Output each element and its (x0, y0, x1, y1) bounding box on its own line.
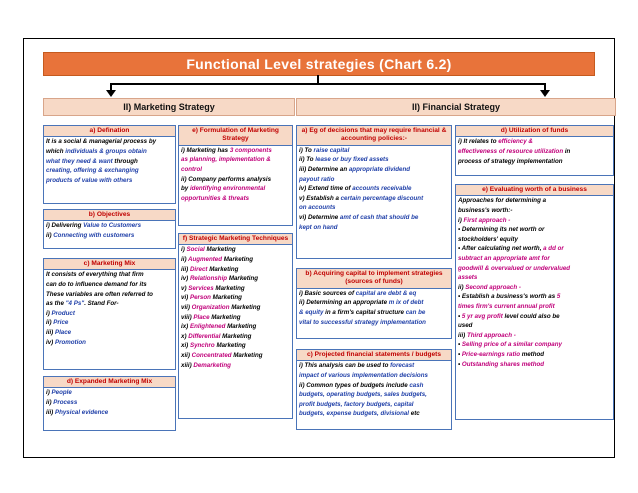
text-line (44, 231, 175, 241)
text-run: raise capital (313, 146, 350, 154)
text-run: which (46, 148, 66, 155)
text-run: control (181, 166, 202, 173)
acquiring-capital-heading: b) Acquiring capital to implement strategies (sources of funds) (297, 269, 451, 289)
text-run: iv) Extend time of (299, 185, 353, 193)
text-line (456, 331, 613, 341)
text-run: • (458, 341, 462, 349)
text-run: 5 (556, 293, 561, 301)
text-line (179, 351, 292, 361)
text-line (297, 175, 451, 185)
text-run: Product (51, 309, 75, 317)
text-run: as planning, implementation & (181, 156, 271, 164)
text-line (297, 289, 451, 299)
text-run: can do to influence demand for its (46, 281, 147, 288)
text-line (179, 341, 292, 351)
text-run: v) (181, 284, 189, 292)
text-line (179, 175, 292, 185)
text-line (297, 146, 451, 156)
text-line (297, 381, 451, 391)
text-line (179, 332, 292, 342)
expanded-mix-heading: d) Expanded Marketing Mix (44, 377, 175, 388)
text-line (179, 194, 292, 204)
text-line (297, 194, 451, 204)
text-run: a dd or (543, 245, 564, 253)
text-run: • After calculating net worth, (458, 245, 544, 253)
text-run: Person (189, 294, 211, 302)
text-run: Value to Customers (83, 222, 142, 230)
text-run: efficiency & (498, 138, 533, 146)
text-run: vital to successful strategy implementation (299, 318, 426, 326)
text-run: iv) (46, 338, 55, 346)
text-line (44, 290, 175, 300)
text-run: business's worth:- (458, 207, 513, 214)
text-line (179, 284, 292, 294)
text-run: effectiveness of resource utilization (458, 148, 564, 155)
text-run: iv) (181, 275, 190, 283)
text-run: • Establish a business's worth as (458, 293, 557, 301)
text-run: Third approach - (466, 331, 516, 339)
text-run: Marketing (225, 323, 257, 331)
connector-bar (110, 83, 546, 85)
connector-stem (317, 75, 319, 83)
text-run: lease or buy fixed assets (315, 156, 389, 164)
text-run: i) (181, 246, 187, 254)
financial-decisions-heading: a) Eg of decisions that may require financial & accounting policies:- (297, 126, 451, 146)
text-run: Differential (188, 332, 221, 340)
text-run: iii) (181, 265, 190, 273)
text-run: Social (186, 246, 205, 254)
text-run: "4 Ps" (65, 300, 85, 308)
text-line (456, 196, 613, 206)
text-run: xi) (181, 342, 190, 350)
text-run: Direct (189, 265, 208, 273)
text-line (297, 400, 451, 410)
text-line (179, 165, 292, 175)
text-run: • Determining its net worth or (458, 226, 545, 234)
text-line (456, 360, 613, 370)
projected-statements-heading: c) Projected financial statements / budgets (297, 350, 451, 361)
text-run: used (458, 322, 473, 330)
text-run: Marketing (231, 351, 263, 359)
arrow-left-icon (106, 90, 116, 97)
utilization-heading: d) Utilization of funds (456, 126, 613, 137)
text-run: Demarketing (193, 361, 231, 369)
definition-heading: a) Defination (44, 126, 175, 137)
text-line (179, 146, 292, 156)
text-run: ii) To (299, 156, 316, 164)
text-run: individuals & groups obtain (65, 148, 147, 155)
text-run: m ix of debt (388, 299, 424, 307)
text-run: ii) (181, 256, 188, 263)
text-run: impact of various implementation decisions (299, 372, 428, 379)
text-line (44, 166, 175, 176)
text-line (297, 298, 451, 308)
text-run: stockholders' equity (458, 235, 518, 243)
text-run: i) To (299, 146, 314, 154)
formulation-heading: e) Formulation of Marketing Strategy (179, 126, 292, 146)
text-run: i) Marketing has (181, 146, 230, 154)
text-line (44, 388, 175, 398)
text-line (297, 223, 451, 233)
text-line (456, 283, 613, 293)
text-run: xii) (181, 351, 192, 359)
text-run: 5 yr avg profit (461, 312, 503, 320)
utilization-box (455, 125, 614, 176)
text-run: Marketing (220, 332, 252, 340)
text-run: capital are debt & eq (355, 289, 417, 297)
text-run: appropriate dividend (348, 166, 411, 173)
text-run: • (458, 360, 462, 368)
text-run: method (520, 350, 545, 358)
strategic-marketing-heading: f) Strategic Marketing Techniques (179, 234, 292, 245)
text-run: ii) Determining an appropriate (299, 299, 389, 307)
text-run: subtract an appropriate amt for (458, 254, 550, 262)
text-run: can be (405, 309, 426, 316)
text-run: i) Delivering (46, 222, 84, 230)
text-line (456, 244, 613, 254)
text-run: Enlightened (189, 323, 226, 331)
text-line (44, 137, 175, 147)
text-run: . Stand For- (84, 300, 119, 308)
strategic-marketing-box (178, 233, 293, 419)
text-run: i) (46, 309, 52, 317)
text-line (297, 318, 451, 328)
text-run: i) It relates to (458, 138, 499, 146)
text-run: It is a social & managerial process by (46, 138, 157, 146)
text-line (179, 184, 292, 194)
text-run: through (112, 157, 138, 165)
text-line (44, 338, 175, 348)
text-line (297, 165, 451, 175)
text-line (44, 318, 175, 328)
text-line (456, 350, 613, 360)
objectives-heading: b) Objectives (44, 210, 175, 221)
text-run: Marketing (229, 303, 261, 311)
text-line (44, 147, 175, 157)
arrow-right-icon (540, 90, 550, 97)
text-line (179, 322, 292, 332)
text-run: iii) (46, 408, 55, 416)
text-line (297, 371, 451, 381)
expanded-marketing-mix-box (43, 376, 176, 431)
acquiring-capital-box (296, 268, 452, 339)
text-line (456, 206, 613, 216)
text-run: Marketing (227, 275, 259, 283)
text-run: iii) Determine an (299, 166, 349, 173)
text-line (179, 361, 292, 371)
financial-strategy-header: II) Financial Strategy (296, 98, 616, 116)
text-run: level could also be (502, 312, 560, 320)
projected-statements-box (296, 349, 452, 430)
text-run: cash (409, 381, 424, 389)
text-line (297, 203, 451, 213)
objectives-box (43, 209, 176, 249)
text-line (44, 280, 175, 290)
text-run: vi) (181, 294, 190, 302)
text-run: assets (458, 274, 478, 282)
text-run: People (51, 389, 72, 397)
text-run: in a firm's capital structure (323, 309, 406, 316)
text-line (44, 221, 175, 231)
text-line (44, 176, 175, 186)
text-run: Selling price of a similar company (461, 341, 562, 349)
text-line (456, 137, 613, 147)
text-line (44, 157, 175, 167)
text-run: These variables are often referred to (46, 290, 153, 298)
text-run: ii) (46, 232, 54, 239)
marketing-strategy-header: II) Marketing Strategy (43, 98, 295, 116)
text-run: times firm's current annual profit (458, 302, 555, 310)
text-line (456, 216, 613, 226)
text-run: opportunities & threats (181, 194, 250, 202)
text-run: in (563, 148, 571, 155)
text-run: Synchro (189, 342, 215, 350)
text-run: Second approach - (465, 283, 521, 291)
text-run: & equity (299, 309, 324, 316)
text-run: ii) (46, 399, 54, 406)
text-run: creating, offering & exchanging (46, 167, 139, 175)
text-run: i) (458, 216, 464, 224)
text-run: Marketing (204, 246, 236, 254)
text-line (44, 328, 175, 338)
text-line (179, 274, 292, 284)
text-run: kept on hand (299, 223, 338, 231)
text-line (44, 408, 175, 418)
text-run: products of value with others (46, 176, 133, 184)
text-line (297, 409, 451, 419)
text-line (297, 308, 451, 318)
text-run: ii) (458, 283, 466, 291)
text-line (297, 184, 451, 194)
text-line (179, 293, 292, 303)
text-run: payout ratio (299, 175, 335, 183)
text-run: ii) Company performs analysis (181, 175, 272, 183)
text-run: by (181, 185, 190, 193)
text-run: i) This analysis can be used to (299, 362, 391, 370)
text-run: viii) (181, 313, 194, 321)
text-line (456, 273, 613, 283)
evaluating-worth-box (455, 184, 614, 420)
text-run: Organization (191, 303, 230, 311)
text-run: Physical evidence (54, 408, 109, 416)
text-run: profit budgets, factory budgets, capital (299, 400, 414, 408)
text-run: Services (188, 284, 214, 292)
text-line (456, 292, 613, 302)
text-run: x) (181, 332, 189, 340)
text-run: • (458, 312, 462, 320)
text-run: Price (53, 319, 69, 327)
text-run: Place (54, 328, 72, 336)
text-run: First approach - (463, 216, 511, 224)
chart-title: Functional Level strategies (Chart 6.2) (43, 52, 595, 76)
text-run: on accounts (299, 204, 336, 212)
text-run: goodwill & overvalued or undervalued (458, 264, 571, 272)
definition-box (43, 125, 176, 204)
text-run: budgets, operating budgets, sales budgets, (299, 391, 427, 399)
text-line (297, 155, 451, 165)
text-run: process of strategy implementation (458, 157, 563, 165)
text-run: Marketing (222, 256, 253, 263)
text-line (456, 147, 613, 157)
text-run: Place (193, 313, 210, 321)
text-line (44, 309, 175, 319)
text-line (179, 245, 292, 255)
text-line (456, 254, 613, 264)
text-run: xiii) (181, 361, 194, 369)
text-run: Price-earnings ratio (461, 350, 521, 358)
text-line (456, 340, 613, 350)
text-line (297, 390, 451, 400)
text-run: vii) (181, 303, 192, 311)
text-run: Marketing (210, 294, 242, 302)
text-run: i) (46, 389, 52, 397)
text-line (179, 303, 292, 313)
text-run: Augmented (188, 256, 223, 263)
text-line (179, 313, 292, 323)
marketing-mix-box (43, 258, 176, 370)
text-run: Marketing (209, 313, 241, 321)
text-run: vi) Determine (299, 213, 340, 221)
text-run: budgets, expense budgets, divisional (299, 410, 410, 418)
text-run: ii) (46, 319, 54, 327)
text-run: iii) (458, 331, 467, 339)
text-run: Connecting with customers (53, 232, 135, 239)
text-run: Marketing (214, 342, 246, 350)
text-line (297, 213, 451, 223)
text-run: etc (409, 410, 420, 418)
text-run: as the (46, 300, 66, 308)
text-run: Relationship (189, 275, 228, 283)
text-run: v) Establish a (299, 194, 341, 202)
text-line (44, 398, 175, 408)
text-run: Outstanding shares method (461, 360, 545, 368)
evaluating-worth-heading: e) Evaluating worth of a business (456, 185, 613, 196)
text-run: Concentrated (191, 351, 232, 359)
text-run: 3 components (229, 146, 272, 154)
text-run: Marketing (207, 265, 239, 273)
text-line (179, 265, 292, 275)
text-run: i) Basic sources of (299, 289, 356, 297)
text-run: iii) (46, 328, 55, 336)
text-run: Approaches for determining a (458, 197, 547, 205)
text-run: Promotion (54, 338, 86, 346)
formulation-box (178, 125, 293, 226)
text-line (456, 302, 613, 312)
text-line (179, 155, 292, 165)
text-run: what they need & want (46, 157, 113, 165)
text-line (456, 312, 613, 322)
text-run: • (458, 350, 462, 358)
text-run: amt of cash that should be (339, 213, 419, 221)
text-line (456, 264, 613, 274)
text-line (44, 299, 175, 309)
text-line (456, 157, 613, 167)
text-line (44, 270, 175, 280)
text-run: forecast (390, 362, 415, 370)
text-run: Marketing (213, 284, 245, 292)
marketing-mix-heading: c) Marketing Mix (44, 259, 175, 270)
text-run: It consists of everything that firm (46, 271, 144, 279)
text-line (297, 361, 451, 371)
text-line (456, 225, 613, 235)
text-line (456, 235, 613, 245)
text-run: certain percentage discount (340, 194, 424, 202)
text-run: identifying environmental (189, 185, 266, 193)
text-run: accounts receivable (352, 185, 412, 193)
financial-decisions-box (296, 125, 452, 259)
text-run: Process (53, 399, 78, 406)
text-line (456, 321, 613, 331)
text-line (179, 255, 292, 265)
text-run: ii) Common types of budgets include (299, 381, 410, 389)
text-run: ix) (181, 323, 190, 331)
